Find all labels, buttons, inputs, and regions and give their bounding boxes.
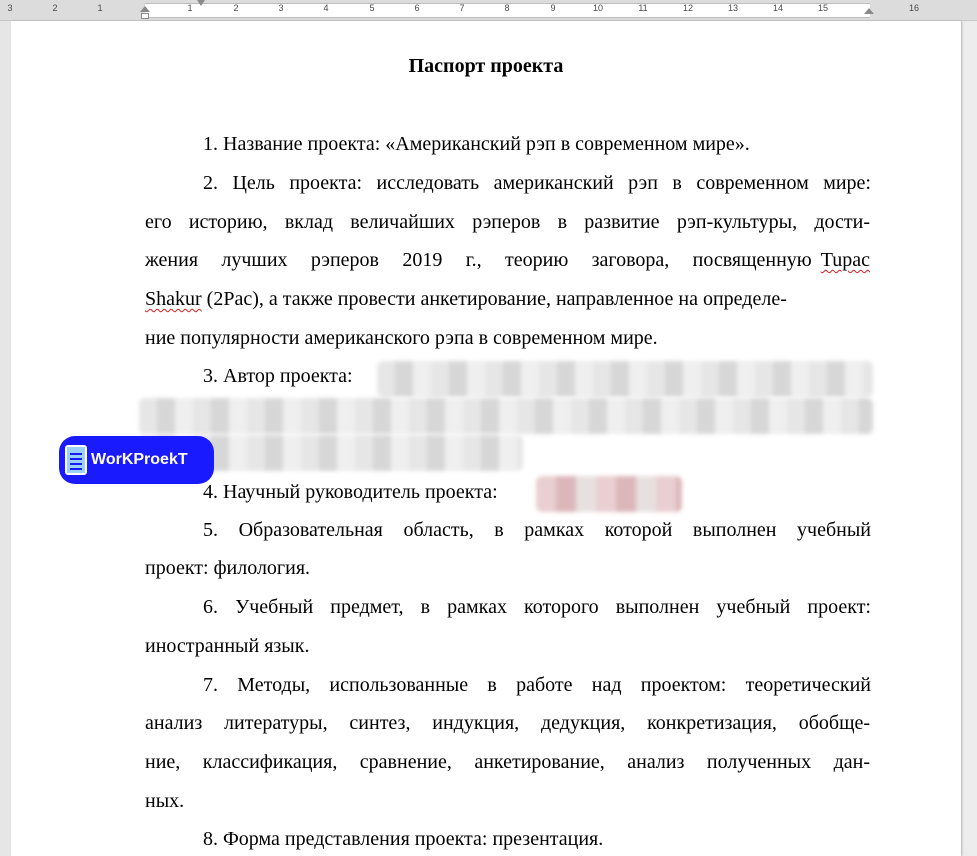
item-4-text: 4. Научный руководитель проекта: — [203, 481, 498, 503]
item-2-line-5: ние популярности американского рэпа в современном мире. — [145, 327, 658, 349]
item-8-text: 8. Форма представления проекта: презентация. — [203, 828, 604, 850]
ruler-number: 8 — [504, 3, 510, 13]
item-6-line-1: 6. Учебный предмет, в рамках которого выполнен учебный проект: — [203, 596, 871, 618]
right-indent-marker[interactable] — [864, 8, 874, 14]
ruler-number: 5 — [369, 3, 375, 13]
item-6-line-2: иностранный язык. — [145, 635, 310, 657]
item-2-line-2: его историю, вклад величайших рэперов в развитие рэп-культуры, дости- — [145, 211, 870, 233]
page-title: Паспорт проекта — [408, 55, 564, 77]
spellcheck-word[interactable]: Tupac — [820, 249, 870, 271]
ruler-number: 13 — [727, 3, 739, 13]
horizontal-ruler[interactable] — [0, 0, 977, 21]
ruler-number: 2 — [233, 3, 239, 13]
item-7-line-4: ных. — [145, 790, 185, 812]
item-7-line-2: анализ литературы, синтез, индукция, дедукция, конкретизация, обобще- — [145, 712, 870, 734]
item-5-line-1: 5. Образовательная область, в рамках которой выполнен учебный — [203, 519, 871, 541]
item-2-line-1: 2. Цель проекта: исследовать американский рэп в современном мире: — [203, 172, 871, 194]
left-indent-box-marker[interactable] — [141, 13, 149, 19]
item-1-text: 1. Название проекта: «Американский рэп в современном мире». — [203, 133, 750, 155]
ruler-number: 16 — [908, 3, 920, 13]
redacted-block — [139, 398, 873, 434]
ruler-number: 10 — [592, 3, 604, 13]
watermark-logo — [59, 436, 214, 484]
vertical-scrollbar[interactable] — [962, 21, 977, 856]
ruler-number: 14 — [772, 3, 784, 13]
item-2-line-4-text: (2Pac), а также провести анкетирование, направленное на определе- — [201, 288, 787, 310]
ruler-number: 6 — [414, 3, 420, 13]
left-indent-marker[interactable] — [140, 6, 150, 12]
item-2-line-3-text: жения лучших рэперов 2019 г., теорию заговора, посвященную — [145, 249, 812, 271]
ruler-number: 3 — [7, 3, 13, 13]
item-7-line-3: ние, классификация, сравнение, анкетирование, анализ полученных дан- — [145, 751, 870, 773]
document-icon — [65, 445, 87, 475]
item-5-line-2: проект: филология. — [145, 557, 311, 579]
item-2-line-4 — [145, 286, 870, 312]
ruler-number: 15 — [817, 3, 829, 13]
ruler-number: 4 — [323, 3, 329, 13]
item-3-text: 3. Автор проекта: — [203, 365, 353, 387]
spellcheck-word[interactable]: Shakur — [145, 288, 202, 310]
ruler-number: 9 — [550, 3, 556, 13]
ruler-number: 3 — [278, 3, 284, 13]
redacted-block — [536, 476, 682, 512]
redacted-block — [377, 361, 873, 397]
ruler-number: 12 — [682, 3, 694, 13]
ruler-number: 11 — [638, 3, 648, 13]
item-2-line-3 — [145, 247, 870, 273]
ruler-number: 1 — [97, 3, 103, 13]
ruler-number: 7 — [459, 3, 465, 13]
ruler-number: 2 — [52, 3, 58, 13]
watermark-text: WorKProekT — [91, 451, 188, 468]
ruler-number: 1 — [187, 3, 193, 13]
first-line-indent-marker[interactable] — [197, 0, 205, 6]
item-7-line-1: 7. Методы, использованные в работе над проектом: теоретический — [203, 674, 871, 696]
